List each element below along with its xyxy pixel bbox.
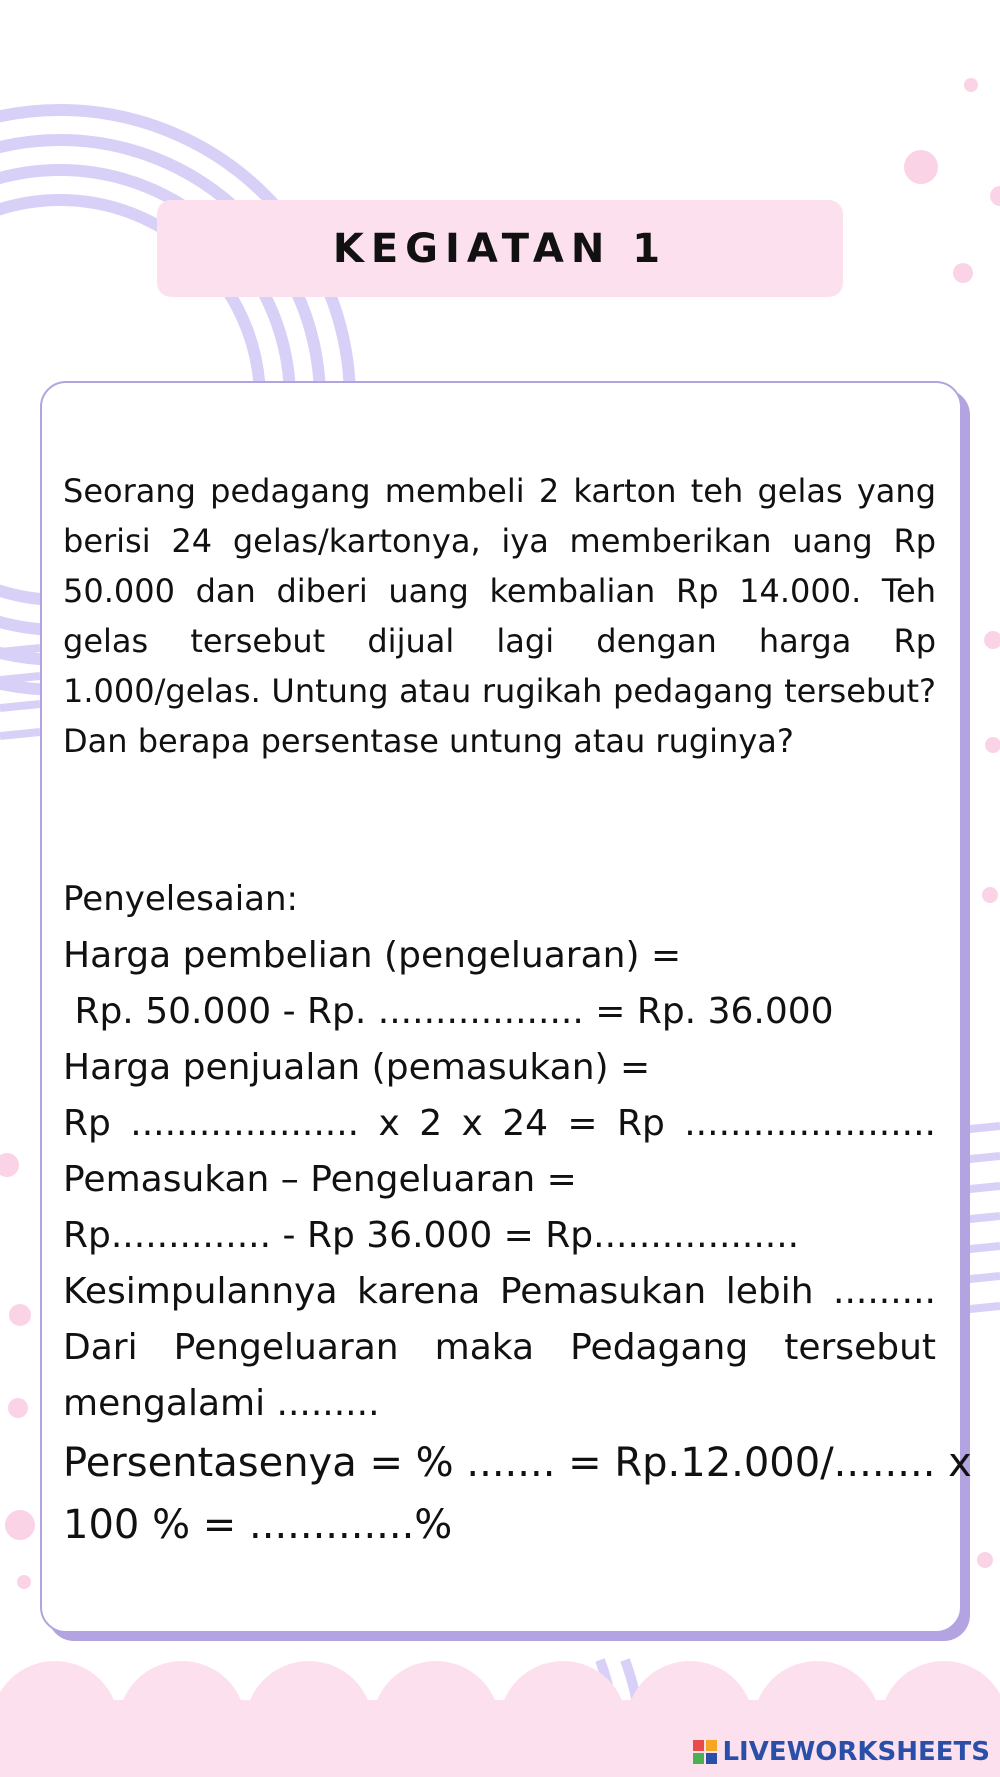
solution-line: Pemasukan – Pengeluaran = [63,1159,577,1200]
page-title: KEGIATAN 1 [332,225,668,272]
conclusion-text: Kesimpulannya karena Pemasukan lebih ......... Dari Pengeluaran maka Pedagang tersebut mengalami ......... [63,1271,936,1424]
solution-line: Harga penjualan (pemasukan) = [63,1047,651,1088]
solution-line: Rp .................... x 2 x 24 = Rp ...................... [63,1103,936,1144]
liveworksheets-logo [692,1737,990,1767]
solution-heading: Penyelesaian: [63,879,298,919]
problem-text: Seorang pedagang membeli 2 karton teh gelas yang berisi 24 gelas/kartonya, iya memberikan uang Rp 50.000 dan diberi uang kembalian Rp 14.000. Teh gelas tersebut dijual lagi dengan harga Rp 1.000/gelas. Untung atau rugikah pedagang tersebut? Dan berapa persentase untung atau ruginya? [63,472,936,760]
solution-line: Harga pembelian (pengeluaran) = [63,935,682,976]
percentage-line: Persentasenya = % ....... = Rp.12.000/........ x [63,1440,972,1486]
logo-text: LIVEWORKSHEETS [722,1737,990,1767]
solution-line: Rp.............. - Rp 36.000 = Rp.................. [63,1215,800,1256]
title-banner [157,200,843,297]
solution-section [63,870,972,1556]
logo-grid-icon [692,1739,718,1765]
percentage-result-line: 100 % = .............% [63,1502,453,1548]
solution-line: Rp. 50.000 - Rp. .................. = Rp. 36.000 [63,991,834,1032]
